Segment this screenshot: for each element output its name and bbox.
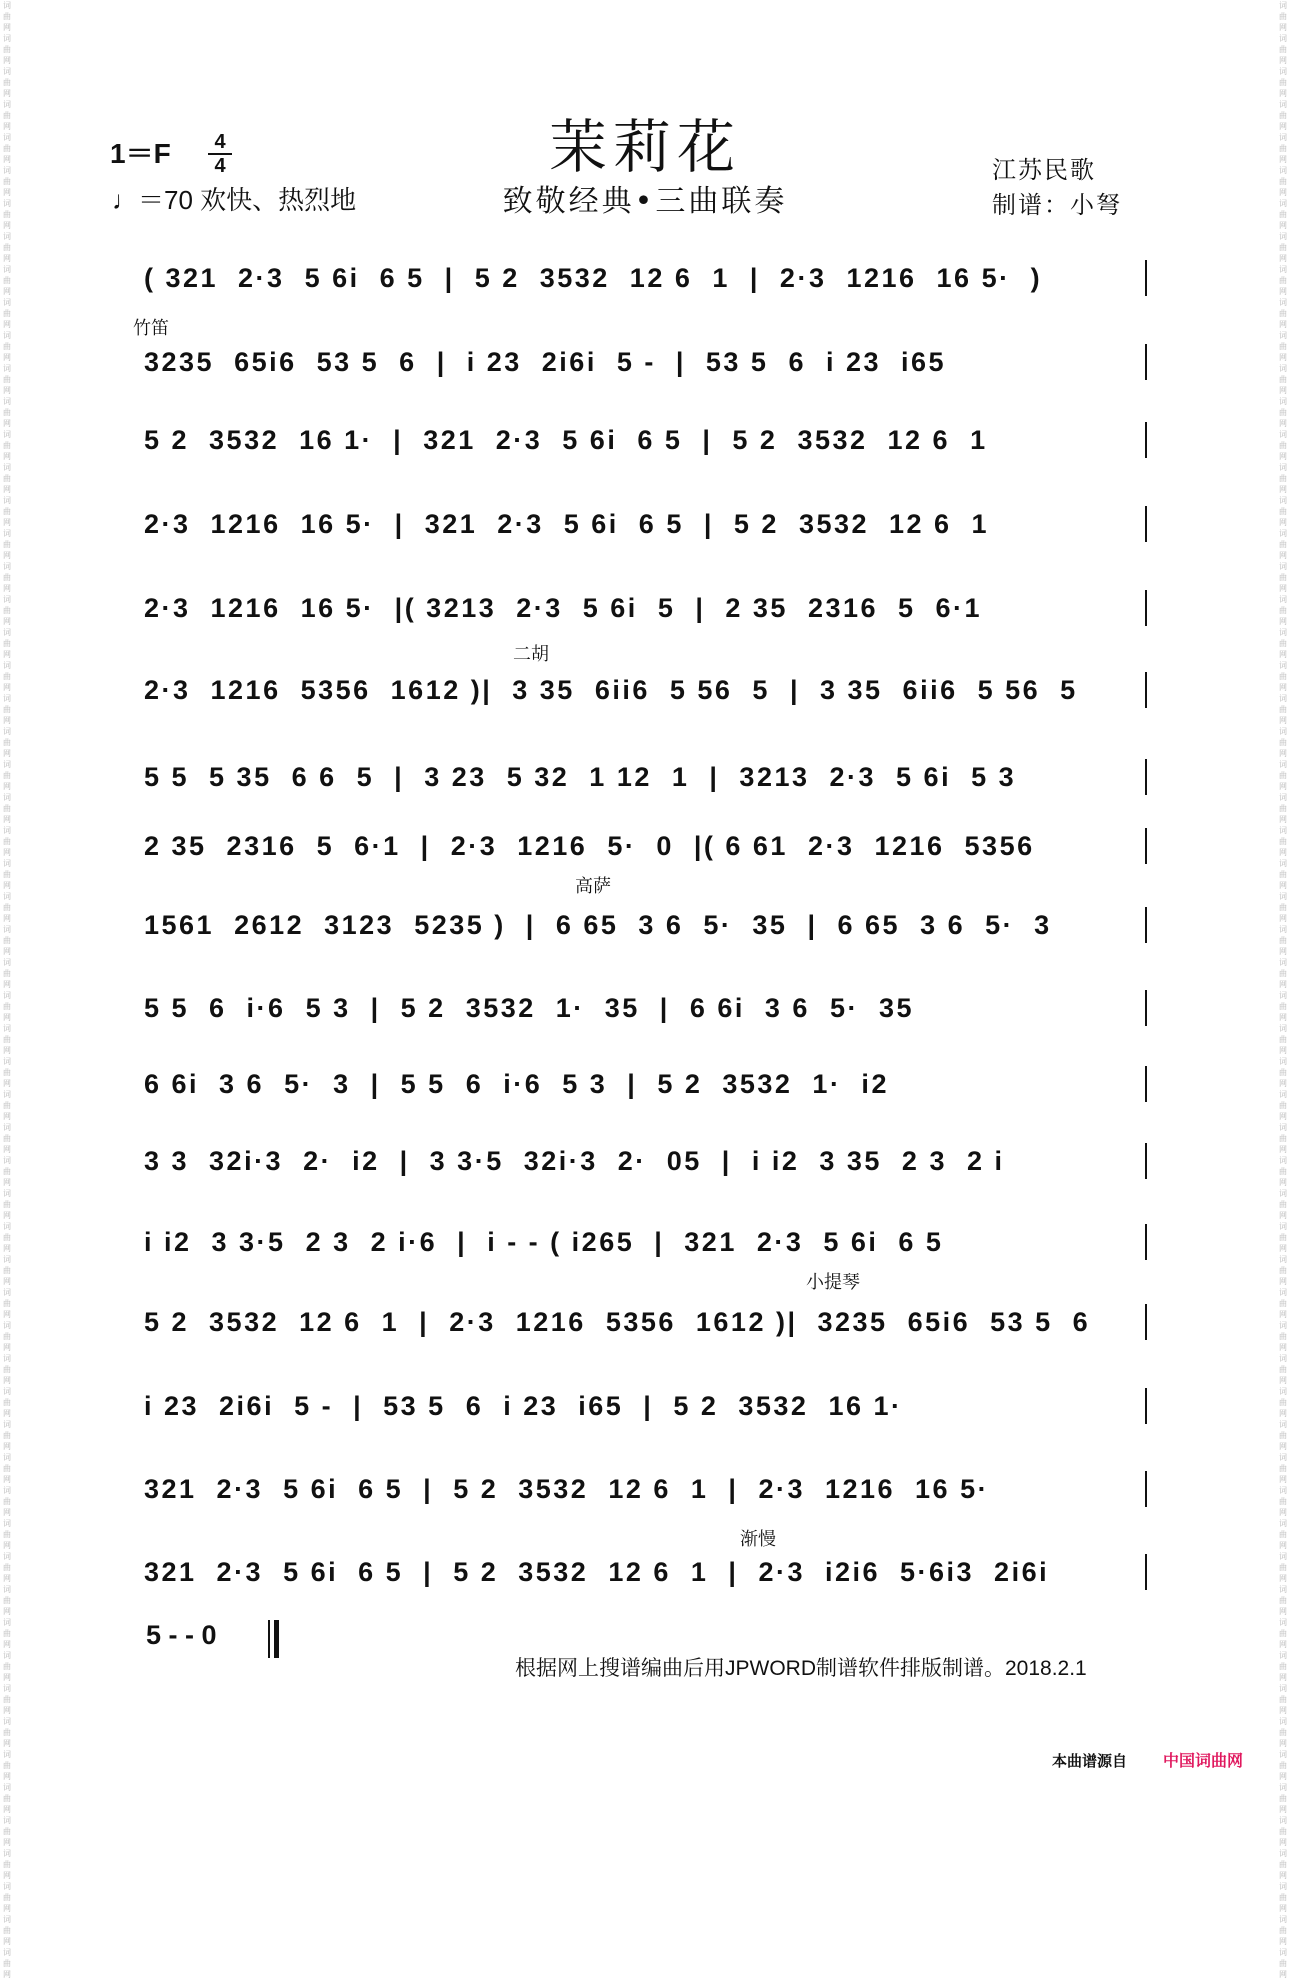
instrument-label-violin: 小提琴 [806, 1272, 860, 1292]
song-origin: 江苏民歌 [992, 156, 1096, 184]
line-end-barline [1145, 344, 1147, 380]
line-end-barline [1145, 907, 1147, 943]
line-end-barline [1145, 1388, 1147, 1424]
score-line [140, 420, 1155, 460]
tempo-marking: ♩＝70 欢快、热烈地 [112, 185, 357, 215]
source-label: 本曲谱源自 [1052, 1753, 1128, 1770]
line-end-barline [1145, 759, 1147, 795]
score-line [140, 1552, 1155, 1592]
footer-note: 根据网上搜谱编曲后用JPWORD制谱软件排版制谱。2018.2.1 [515, 1657, 1087, 1680]
score-line-notes: 2·3 1216 16 5· |( 3213 2·3 5 6i 5 | 2 35 2316 5 6·1 [144, 593, 983, 623]
score-line [140, 670, 1155, 710]
score-line-notes: 2·3 1216 5356 1612 )| 3 35 6ii6 5 56 5 | 3 35 6ii6 5 56 5 [144, 675, 1078, 705]
score-line [140, 1302, 1155, 1342]
score-line [140, 258, 1155, 298]
score-line-notes: 1561 2612 3123 5235 ) | 6 65 3 6 5· 35 | 6 65 3 6 5· 3 [144, 910, 1052, 940]
line-end-barline [1145, 422, 1147, 458]
score-line-notes: 5 2 3532 16 1· | 321 2·3 5 6i 6 5 | 5 2 3532 12 6 1 [144, 425, 988, 455]
line-end-barline [1145, 1471, 1147, 1507]
score-line [140, 342, 1155, 382]
score-line [140, 988, 1155, 1028]
final-barline-thin [268, 1620, 270, 1658]
score-line [140, 1469, 1155, 1509]
score-line [140, 1222, 1155, 1262]
watermark-strip-left: 词曲网词曲网词曲网词曲网词曲网词曲网词曲网词曲网词曲网词曲网词曲网词曲网词曲网词曲网词曲网词曲网词曲网词曲网词曲网词曲网词曲网词曲网词曲网词曲网词曲网词曲网词曲网词曲网词曲网词曲网词曲网词曲网词曲网词曲网词曲网词曲网词曲网词曲网词曲网词曲网词曲网词曲网词曲网词曲网词曲网词曲网词曲网词曲网词曲网词曲网词曲网词曲网词曲网词曲网词曲网词曲网词曲网词曲网词曲网词曲网 [3, 1, 11, 1979]
line-end-barline [1145, 672, 1147, 708]
score-line-notes: 2 35 2316 5 6·1 | 2·3 1216 5· 0 |( 6 61 2·3 1216 5356 [144, 831, 1035, 861]
line-end-barline [1145, 990, 1147, 1026]
line-end-barline [1145, 506, 1147, 542]
song-subtitle: 致敬经典•三曲联奏 [502, 184, 788, 219]
song-title: 茉莉花 [548, 113, 741, 181]
instrument-label-erhu: 二胡 [513, 644, 549, 664]
line-end-barline [1145, 828, 1147, 864]
score-line [140, 504, 1155, 544]
score-line-notes: 6 6i 3 6 5· 3 | 5 5 6 i·6 5 3 | 5 2 3532 1· i2 [144, 1069, 889, 1099]
line-end-barline [1145, 260, 1147, 296]
line-end-barline [1145, 590, 1147, 626]
score-line-notes: 2·3 1216 16 5· | 321 2·3 5 6i 6 5 | 5 2 3532 12 6 1 [144, 509, 990, 539]
line-end-barline [1145, 1143, 1147, 1179]
watermark-strip-right: 词曲网词曲网词曲网词曲网词曲网词曲网词曲网词曲网词曲网词曲网词曲网词曲网词曲网词曲网词曲网词曲网词曲网词曲网词曲网词曲网词曲网词曲网词曲网词曲网词曲网词曲网词曲网词曲网词曲网词曲网词曲网词曲网词曲网词曲网词曲网词曲网词曲网词曲网词曲网词曲网词曲网词曲网词曲网词曲网词曲网词曲网词曲网词曲网词曲网词曲网词曲网词曲网词曲网词曲网词曲网词曲网词曲网词曲网词曲网词曲网 [1279, 1, 1287, 1979]
score-line [140, 1386, 1155, 1426]
key-signature: 1＝F [110, 138, 171, 169]
score-line-notes: 3235 65i6 53 5 6 | i 23 2i6i 5 - | 53 5 6 i 23 i65 [144, 347, 947, 377]
score-line [140, 1141, 1155, 1181]
final-barline-thick [274, 1620, 279, 1658]
instrument-label-dizi: 竹笛 [133, 318, 169, 338]
line-end-barline [1145, 1224, 1147, 1260]
score-line [140, 905, 1155, 945]
score-line-notes: 5 5 5 35 6 6 5 | 3 23 5 32 1 12 1 | 3213 2·3 5 6i 5 3 [144, 762, 1017, 792]
score-line-notes: 321 2·3 5 6i 6 5 | 5 2 3532 12 6 1 | 2·3 i2i6 5·6i3 2i6i [144, 1557, 1050, 1587]
arranger-credit: 制谱：小弩 [992, 191, 1122, 219]
line-end-barline [1145, 1066, 1147, 1102]
score-line [140, 826, 1155, 866]
line-end-barline [1145, 1304, 1147, 1340]
time-signature-top: 4 [214, 131, 226, 153]
score-line [140, 588, 1155, 628]
score-line-notes: 3 3 32i·3 2· i2 | 3 3·5 32i·3 2· 05 | i i2 3 35 2 3 2 i [144, 1146, 1005, 1176]
score-line [140, 1064, 1155, 1104]
score-line-notes: 5 2 3532 12 6 1 | 2·3 1216 5356 1612 )| 3235 65i6 53 5 6 [144, 1307, 1091, 1337]
final-measure: 5 - - 0 [146, 1620, 217, 1650]
time-signature-bottom: 4 [214, 155, 226, 177]
tempo-rit-label: 渐慢 [740, 1529, 776, 1549]
score-line-notes: 321 2·3 5 6i 6 5 | 5 2 3532 12 6 1 | 2·3 1216 16 5· [144, 1474, 990, 1504]
score-line-notes: ( 321 2·3 5 6i 6 5 | 5 2 3532 12 6 1 | 2·3 1216 16 5· ) [144, 263, 1043, 293]
score-line-notes: i 23 2i6i 5 - | 53 5 6 i 23 i65 | 5 2 3532 16 1· [144, 1391, 903, 1421]
score-line-notes: i i2 3 3·5 2 3 2 i·6 | i - - ( i265 | 321 2·3 5 6i 6 5 [144, 1227, 944, 1257]
instrument-label-sax: 高萨 [575, 876, 611, 896]
score-line-notes: 5 5 6 i·6 5 3 | 5 2 3532 1· 35 | 6 6i 3 6 5· 35 [144, 993, 914, 1023]
score-line [140, 757, 1155, 797]
source-brand-link[interactable]: 中国词曲网 [1163, 1753, 1244, 1770]
line-end-barline [1145, 1554, 1147, 1590]
